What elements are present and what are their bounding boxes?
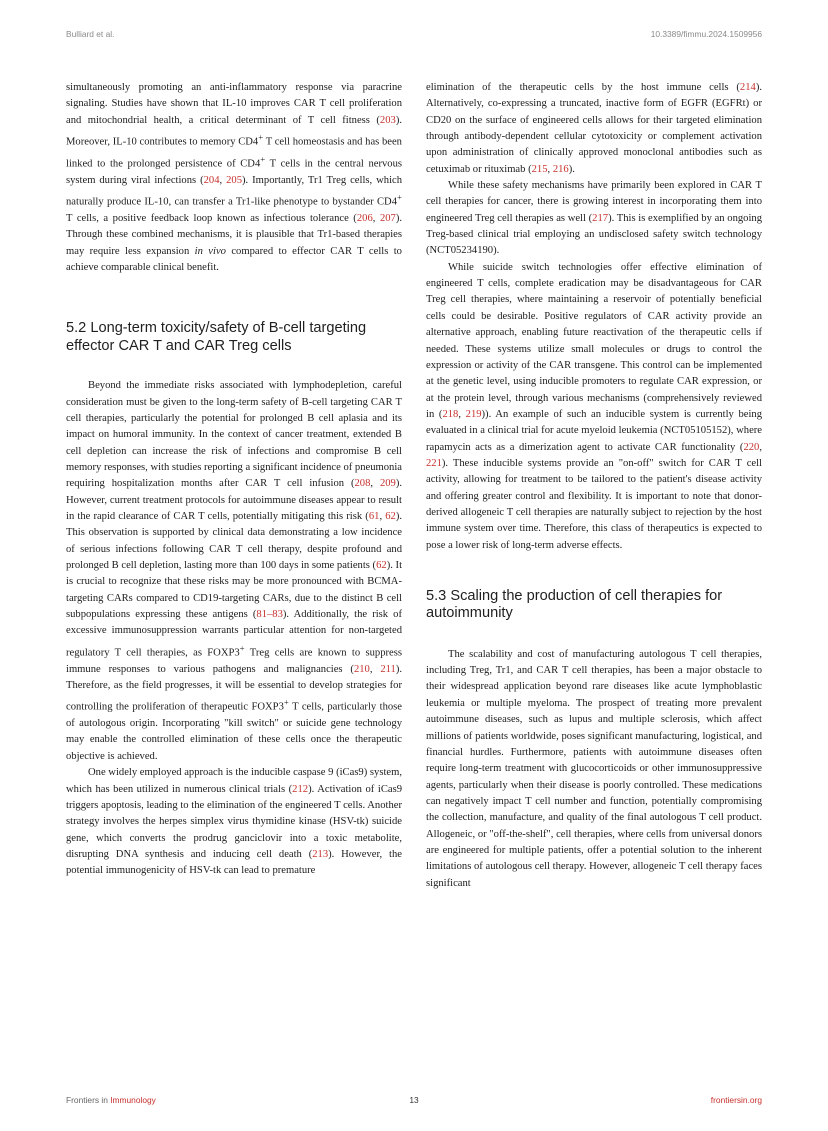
text-run: ). However, current treatment protocols for autoimmune diseases appear to result in the rapid clearance of CAR T cells, potentially mitigating this risk ( bbox=[66, 478, 403, 522]
footer-site-link[interactable]: frontiersin.org bbox=[710, 1095, 762, 1105]
text-run: )). An example of such an inducible system is currently being evaluated in a clinical trial for acute myeloid leukemia (NCT05105152), where rapamycin acts as a dimerization agent to activate CAR functionality ( bbox=[426, 408, 762, 453]
citation-link[interactable]: 219 bbox=[465, 408, 482, 420]
section-heading-5-3: 5.3 Scaling the production of cell therapies for autoimmunity bbox=[426, 587, 723, 622]
text-run: , bbox=[547, 163, 553, 175]
footer-journal-prefix: Frontiers in bbox=[66, 1095, 111, 1105]
paragraph bbox=[66, 765, 402, 879]
text-run: , bbox=[370, 478, 380, 490]
paragraph bbox=[66, 80, 402, 276]
citation-link[interactable]: 216 bbox=[552, 163, 569, 175]
text-run: T cells, particularly those of autologous origin. Incorporating "kill switch" or suicide gene technology may enable the controlled elimination of these cells once the therapeutic objective is achieved. bbox=[66, 701, 403, 762]
text-run: ). Alternatively, co-expressing a truncated, inactive form of EGFR (EGFRt) or CD20 on the surface of engineered cells allows for their targeted elimination through antibody-dependent cellular cytotoxicity or complement activation upon administration of clinically approved monoclonal antibodies such as cetuximab or rituximab ( bbox=[426, 82, 762, 175]
paragraph bbox=[66, 378, 402, 765]
text-run: ). It is crucial to recognize that these risks may be more pronounced with BCMA-targeting CARs compared to CD19-targeting CARs, due to the distinct B cell subpopulations expressing these antigens ( bbox=[66, 559, 403, 620]
citation-link[interactable]: 206 bbox=[356, 213, 373, 224]
italic-text: in vivo bbox=[194, 245, 226, 257]
citation-link[interactable]: 211 bbox=[380, 663, 396, 675]
text-run: ). This is exemplified by an ongoing Treg-based clinical trial employing an undisclosed safety switch technology (NCT05234190). bbox=[426, 212, 762, 257]
citation-link[interactable]: 62 bbox=[385, 510, 396, 522]
running-header-doi: 10.3389/fimmu.2024.1509956 bbox=[650, 29, 762, 39]
text-run: One widely employed approach is the inducible caspase 9 (iCas9) system, which has been utilized in numerous clinical trials ( bbox=[66, 767, 402, 795]
citation-link[interactable]: 215 bbox=[531, 163, 548, 175]
citation-link[interactable]: 81–83 bbox=[256, 609, 283, 620]
paragraph bbox=[426, 260, 762, 554]
running-header-authors: Bulliard et al. bbox=[66, 29, 115, 39]
text-run: ). Importantly, Tr1 Treg cells, which naturally produce IL-10, can transfer a Tr1-like phenotype to bystander CD4 bbox=[66, 174, 403, 208]
citation-link[interactable]: 62 bbox=[376, 559, 387, 571]
text-run: ). bbox=[568, 163, 575, 175]
text-run: , bbox=[379, 510, 386, 522]
text-run: elimination of the therapeutic cells by the host immune cells ( bbox=[426, 82, 740, 93]
text-run: compared to effector CAR T cells to achieve comparable clinical benefit. bbox=[66, 245, 402, 274]
text-run: T cells in the central nervous system during viral infections ( bbox=[66, 158, 403, 186]
citation-link[interactable]: 214 bbox=[739, 82, 756, 93]
text-run: ). Moreover, IL-10 contributes to memory CD4 bbox=[66, 114, 402, 148]
text-run: ). This observation is supported by clinical data demonstrating a low incidence of serious infections following CAR T cell therapy, despite profound and prolonged B cell depletion, lasting more than 100 days in some patients ( bbox=[66, 510, 402, 571]
citation-link[interactable]: 209 bbox=[379, 478, 396, 490]
text-run: Beyond the immediate risks associated with lymphodepletion, careful consideration must be given to the long-term safety of B-cell targeting CAR T cell therapies, particularly the potential for prolonged B cell aplasia and its impact on humoral immunity. In the context of cancer treatment, extended B cell depletion can increase the risk of infections and compromise B cell memory responses, with studies reporting a significant incidence of pneumonia requiring hospitalization months after CAR T cell infusion ( bbox=[66, 380, 402, 490]
citation-link[interactable]: 208 bbox=[354, 478, 371, 490]
superscript: + bbox=[283, 697, 289, 708]
text-run: While these safety mechanisms have primarily been explored in CAR T cell therapies for cancer, there is growing interest in incorporating them into engineered Treg cell therapies as well ( bbox=[426, 180, 762, 224]
text-run: , bbox=[219, 174, 227, 186]
citation-link[interactable]: 212 bbox=[292, 783, 309, 795]
text-run: , bbox=[372, 213, 380, 224]
text-run: T cells, a positive feedback loop known as infectious tolerance ( bbox=[66, 213, 357, 224]
text-run: The scalability and cost of manufacturing autologous T cell therapies, including Treg, Tr1, and CAR T cell therapies, has been a major obstacle to their widespread application beyond rare diseases like acute lymphoblastic leukemia or multiple myeloma. The prospect of treating more prevalent autoimmune diseases, such as lupus and multiple sclerosis, which affect millions of patients worldwide, poses significant manufacturing, logistical, and financial hurdles. Furthermore, patients with autoimmune diseases often require long-term treatment with glucocorticoids or other immunosuppressive agents, particularly when their disease is poorly controlled. These medications can negatively impact T cell number and function, potentially compromising the collection, manufacture, and quality of the final autologous T cell product. Allogeneic, or "off-the-shelf", cell therapies, where cells from universal donors are engineered for multiple patients, offer a potential solution to the inherent limitations of autologous cell therapy. However, allogeneic T cell therapy faces significant bbox=[426, 648, 762, 889]
text-run: Treg cells are known to suppress immune responses to various pathogens and malignancies ( bbox=[66, 647, 402, 675]
text-run: While suicide switch technologies offer effective elimination of engineered T cells, complete eradication may be disadvantageous for CAR Treg cell therapies, where maintaining a reservoir of potentially beneficial cells could be desirable. Positive regulators of CAR activity provide an alternative approach, enabling future reactivation of the therapeutic cells if needed. These systems utilize small molecules or drugs to control the expression or activity of the CAR transgene. This control can be implemented at the genetic level, using inducible promoters to regulate CAR expression, or at the protein level, through various mechanisms (comprehensively reviewed in ( bbox=[426, 261, 762, 420]
text-run: ). However, the potential immunogenicity of HSV-tk can lead to premature bbox=[66, 848, 402, 877]
paragraph bbox=[426, 647, 762, 892]
citation-link[interactable]: 210 bbox=[353, 663, 370, 675]
right-column bbox=[426, 80, 762, 892]
text-run: simultaneously promoting an anti-inflammatory response via paracrine signaling. Studies have shown that IL-10 improves CAR T cell proliferation and mitochondrial health, a critical determinant of T cell fitness ( bbox=[66, 82, 402, 126]
paragraph bbox=[426, 80, 762, 178]
footer-journal bbox=[66, 1095, 156, 1105]
text-run: , bbox=[458, 408, 466, 420]
text-run: ). Additionally, the risk of excessive immunosuppression warrants particular attention for non-targeted regulatory T cell therapies, as FOXP3 bbox=[66, 609, 402, 659]
footer-journal-name: Immunology bbox=[110, 1095, 156, 1105]
paragraph bbox=[426, 178, 762, 260]
citation-link[interactable]: 205 bbox=[226, 174, 242, 186]
citation-link[interactable]: 61 bbox=[368, 510, 380, 522]
superscript: + bbox=[239, 642, 245, 653]
superscript: + bbox=[258, 132, 264, 143]
citation-link[interactable]: 213 bbox=[312, 848, 329, 860]
superscript: + bbox=[260, 153, 266, 164]
page-number: 13 bbox=[409, 1095, 419, 1105]
citation-link[interactable]: 218 bbox=[442, 408, 459, 420]
text-run: , bbox=[369, 663, 381, 675]
text-run: T cell homeostasis and has been linked to the prolonged persistence of CD4 bbox=[66, 136, 402, 170]
citation-link[interactable]: 221 bbox=[426, 457, 442, 469]
text-run: ). These inducible systems provide an "on-off" switch for CAR T cell activity, allowing for treatment to be tailored to the patient's disease activity and offering greater control and flexibility. It is important to note that donor-derived allogeneic T cell therapies are naturally subject to rejection by the host immune system over time. Therefore, this class of therapeutics is expected to pose a lower risk of long-term adverse effects. bbox=[426, 457, 762, 551]
section-heading-5-2: 5.2 Long-term toxicity/safety of B-cell targeting effector CAR T and CAR Treg cells bbox=[66, 320, 367, 354]
text-run: ). Therefore, as the field progresses, it will be essential to develop strategies for controlling the proliferation of therapeutic FOXP3 bbox=[66, 663, 403, 713]
citation-link[interactable]: 204 bbox=[203, 174, 220, 186]
text-run: , bbox=[759, 441, 762, 453]
superscript: + bbox=[397, 192, 402, 203]
citation-link[interactable]: 220 bbox=[743, 441, 760, 453]
citation-link[interactable]: 217 bbox=[592, 212, 609, 224]
text-run: ). Through these combined mechanisms, it is plausible that Tr1-based therapies may require less expansion bbox=[66, 213, 403, 257]
text-run: ). Activation of iCas9 triggers apoptosis, leading to the elimination of the engineered T cells. Another strategy involves the herpes simplex virus thymidine kinase (HSV-tk) suicide gene, which converts the prodrug ganciclovir into a toxic metabolite, disrupting DNA synthesis and inducing cell death ( bbox=[66, 783, 403, 860]
citation-link[interactable]: 203 bbox=[379, 114, 396, 126]
left-column bbox=[66, 80, 402, 880]
citation-link[interactable]: 207 bbox=[379, 213, 396, 224]
